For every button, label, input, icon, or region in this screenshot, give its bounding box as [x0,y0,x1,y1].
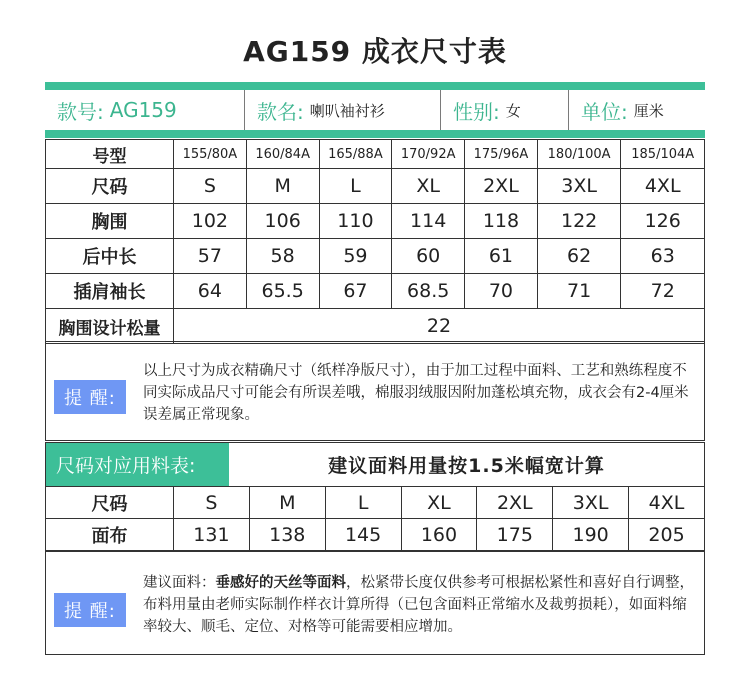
table-cell: 2XL [465,169,538,204]
table-cell: 57 [174,239,247,274]
reminder-text: 以上尺寸为成衣精确尺寸（纸样净版尺寸），由于加工过程中面料、工艺和熟练程度不同实际成品尺寸可能会有所误差哦，棉服羽绒服因附加蓬松填充物，成衣会有2-4厘米误差属正常现象。 [143,363,689,423]
table-cell: 190 [553,519,629,551]
table-row-size [46,169,705,204]
table-cell: 72 [621,274,705,309]
table-cell: 118 [465,204,538,239]
row-label: 面布 [46,519,174,551]
table-cell: 59 [319,239,392,274]
row-label: 胸围设计松量 [46,309,174,344]
table-row-bust [46,204,705,239]
note-box-2 [45,551,705,655]
note-box-1 [45,341,705,441]
table-cell: 126 [621,204,705,239]
table-cell: 61 [465,239,538,274]
reminder-tag: 提 醒: [54,380,126,414]
table-cell: 67 [319,274,392,309]
table-cell: 180/100A [537,140,621,169]
table-cell: 64 [174,274,247,309]
table-cell: 70 [465,274,538,309]
table-cell: 4XL [621,169,705,204]
table-cell: 160 [401,519,477,551]
table-cell: S [174,169,247,204]
table-cell: 3XL [553,487,629,519]
row-label: 插肩袖长 [46,274,174,309]
reminder-body: ，松紧带长度仅供参考可根据松紧性和喜好自行调整，布料用量由老师实际制作样衣计算所得（已包含面料正常缩水及裁剪损耗），如面料缩率较大、顺毛、定位、对格等可能需要相应增加。 [143,575,694,635]
table-cell: 170/92A [392,140,465,169]
unit-value: 厘米 [633,101,664,120]
table-cell: 175/96A [465,140,538,169]
usage-note: 建议面料用量按1.5米幅宽计算 [328,455,605,477]
table-row-size-code [46,140,705,169]
usage-table [45,486,705,551]
table-row-usage-size [46,487,705,519]
table-cell: 114 [392,204,465,239]
table-cell: M [249,487,325,519]
table-cell: S [174,487,250,519]
table-row-bust-ease [46,309,705,344]
gender-cell [441,90,569,130]
table-cell: 205 [629,519,705,551]
table-cell: 122 [537,204,621,239]
table-cell: 65.5 [246,274,319,309]
table-cell: 60 [392,239,465,274]
table-cell: 71 [537,274,621,309]
table-cell: 4XL [629,487,705,519]
table-cell: 62 [537,239,621,274]
table-cell: L [325,487,401,519]
name-cell [245,90,441,130]
style-no-value: AG159 [109,98,177,122]
table-cell: 22 [174,309,705,344]
table-cell: XL [401,487,477,519]
reminder-emphasis: 垂感好的天丝等面料 [215,575,346,591]
table-cell: 68.5 [392,274,465,309]
table-cell: 63 [621,239,705,274]
table-row-fabric [46,519,705,551]
usage-band [45,442,705,487]
reminder-text [143,572,695,638]
reminder-prefix: 建议面料： [143,575,216,591]
table-cell: 145 [325,519,401,551]
table-cell: 138 [249,519,325,551]
table-cell: XL [392,169,465,204]
style-no-label: 款号: [57,99,104,124]
table-cell: 106 [246,204,319,239]
row-label: 后中长 [46,239,174,274]
style-no-cell [45,90,245,130]
row-label: 胸围 [46,204,174,239]
table-cell: 131 [174,519,250,551]
unit-label: 单位: [581,99,628,124]
spec-table [45,139,705,344]
name-label: 款名: [257,99,304,124]
row-label: 尺码 [46,487,174,519]
table-cell: 185/104A [621,140,705,169]
unit-cell [569,90,705,130]
table-cell: 102 [174,204,247,239]
table-cell: 2XL [477,487,553,519]
table-cell: 165/88A [319,140,392,169]
table-cell: 155/80A [174,140,247,169]
row-label: 号型 [46,140,174,169]
table-cell: M [246,169,319,204]
page-title: AG159 成衣尺寸表 [243,35,507,68]
table-cell: 110 [319,204,392,239]
header-band [45,82,705,138]
gender-label: 性别: [453,99,500,124]
row-label: 尺码 [46,169,174,204]
table-row-back-length [46,239,705,274]
table-cell: 58 [246,239,319,274]
reminder-tag: 提 醒: [54,593,126,627]
usage-label: 尺码对应用料表: [46,443,229,486]
table-cell: L [319,169,392,204]
table-cell: 3XL [537,169,621,204]
table-row-sleeve [46,274,705,309]
table-cell: 160/84A [246,140,319,169]
gender-value: 女 [505,101,521,120]
table-cell: 175 [477,519,553,551]
name-value: 喇叭袖衬衫 [309,101,385,120]
